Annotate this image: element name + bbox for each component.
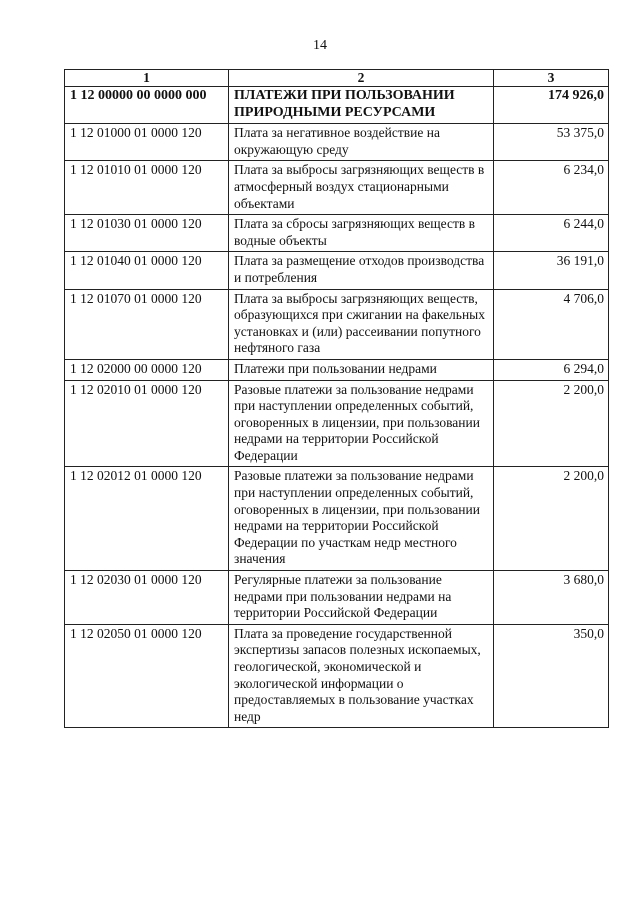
revenue-amount: 350,0 [494, 624, 609, 728]
revenue-name: Плата за выбросы загрязняющих веществ, образующихся при сжигании на факельных установках и (или) рассеивании попутного нефтяного газа [229, 289, 494, 359]
revenue-code: 1 12 01000 01 0000 120 [65, 124, 229, 161]
table-row [65, 380, 609, 467]
revenue-amount: 36 191,0 [494, 252, 609, 289]
revenue-amount: 2 200,0 [494, 380, 609, 467]
revenue-name: Плата за проведение государственной экспертизы запасов полезных ископаемых, геологической, экономической и экологической информации о предоставляемых в пользование участках недр [229, 624, 494, 728]
revenue-code: 1 12 02010 01 0000 120 [65, 380, 229, 467]
revenue-amount: 53 375,0 [494, 124, 609, 161]
table-row [65, 359, 609, 380]
column-header-name: 2 [229, 70, 494, 87]
revenue-name: Разовые платежи за пользование недрами при наступлении определенных событий, оговоренных в лицензии, при пользовании недрами на территории Российской Федерации по участкам недр местного значения [229, 467, 494, 571]
table-row [65, 624, 609, 728]
revenue-name: Плата за сбросы загрязняющих веществ в водные объекты [229, 215, 494, 252]
revenue-code: 1 12 02050 01 0000 120 [65, 624, 229, 728]
budget-revenue-table [64, 69, 609, 728]
revenue-name: Плата за выбросы загрязняющих веществ в атмосферный воздух стационарными объектами [229, 161, 494, 215]
column-header-amount: 3 [494, 70, 609, 87]
revenue-name: Плата за негативное воздействие на окружающую среду [229, 124, 494, 161]
revenue-code: 1 12 02012 01 0000 120 [65, 467, 229, 571]
column-header-code: 1 [65, 70, 229, 87]
revenue-amount: 3 680,0 [494, 571, 609, 625]
revenue-code: 1 12 01010 01 0000 120 [65, 161, 229, 215]
revenue-name: Регулярные платежи за пользование недрами при пользовании недрами на территории Российской Федерации [229, 571, 494, 625]
table-row [65, 124, 609, 161]
revenue-code: 1 12 01070 01 0000 120 [65, 289, 229, 359]
revenue-amount: 6 234,0 [494, 161, 609, 215]
revenue-amount: 6 294,0 [494, 359, 609, 380]
revenue-name: Платежи при пользовании недрами [229, 359, 494, 380]
table-header-row [65, 70, 609, 87]
page-number: 14 [313, 38, 327, 53]
revenue-amount: 2 200,0 [494, 467, 609, 571]
revenue-amount: 6 244,0 [494, 215, 609, 252]
table-row [65, 467, 609, 571]
revenue-code: 1 12 00000 00 0000 000 [65, 87, 229, 124]
revenue-amount: 174 926,0 [494, 87, 609, 124]
table-row [65, 571, 609, 625]
revenue-code: 1 12 01030 01 0000 120 [65, 215, 229, 252]
revenue-code: 1 12 01040 01 0000 120 [65, 252, 229, 289]
revenue-amount: 4 706,0 [494, 289, 609, 359]
revenue-name: Разовые платежи за пользование недрами при наступлении определенных событий, оговоренных в лицензии, при пользовании недрами на территории Российской Федерации [229, 380, 494, 467]
revenue-code: 1 12 02000 00 0000 120 [65, 359, 229, 380]
table-row [65, 161, 609, 215]
table-row [65, 215, 609, 252]
table-row [65, 289, 609, 359]
table-row [65, 87, 609, 124]
table-row [65, 252, 609, 289]
revenue-name: Плата за размещение отходов производства и потребления [229, 252, 494, 289]
revenue-code: 1 12 02030 01 0000 120 [65, 571, 229, 625]
revenue-name: ПЛАТЕЖИ ПРИ ПОЛЬЗОВАНИИ ПРИРОДНЫМИ РЕСУРСАМИ [229, 87, 494, 124]
